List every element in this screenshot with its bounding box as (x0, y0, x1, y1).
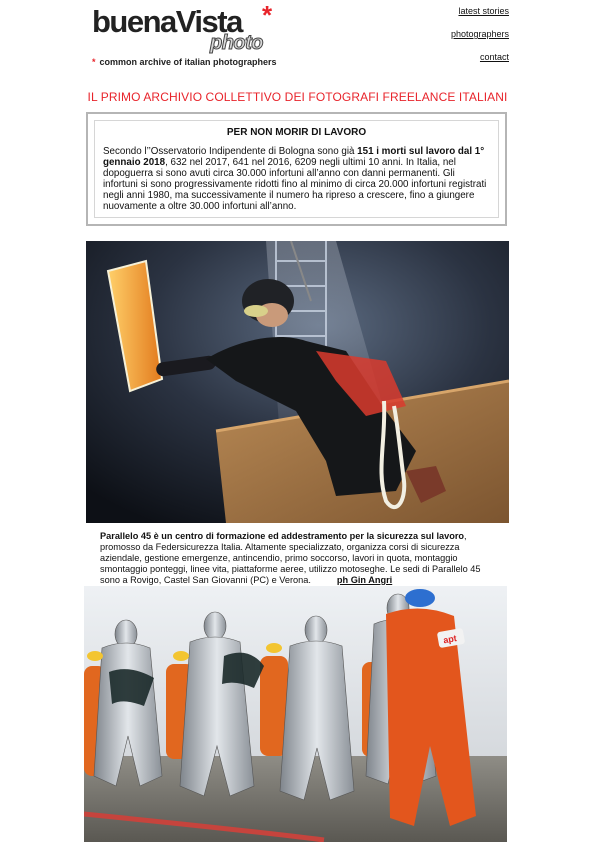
logo-tagline (92, 57, 277, 67)
intro-text-a: Secondo l’’Osservatorio Indipendente di Bologna sono già (103, 146, 358, 157)
intro-title: PER NON MORIR DI LAVORO (226, 127, 367, 138)
photo-firefighting-training (84, 586, 507, 842)
intro-text (103, 146, 490, 212)
caption-bold: Parallelo 45 è un centro di formazione ed addestramento per la sicurezza sul lavoro (100, 531, 465, 541)
intro-box (86, 112, 507, 226)
nav-link-contact[interactable]: contact (479, 52, 509, 62)
logo-sub: photo (210, 32, 264, 54)
nav-link-photographers[interactable]: photographers (450, 29, 509, 39)
photo1-caption (100, 531, 498, 586)
logo[interactable] (92, 0, 292, 68)
tagline-text: common archive of italian photographers (99, 57, 277, 67)
intro-text-bold: 151 i morti sul lavoro dal 1° gennaio 2018 (103, 146, 485, 168)
tagline-asterisk: * (92, 57, 96, 67)
apt-badge: apt (442, 633, 458, 646)
intro-text-b: , 632 nel 2017, 641 nel 2016, 6209 negli ultimi 10 anni. In Italia, nel dopoguerra si sono avuti circa 30.000 infortuni all’anno con danni permanenti. Gli infortuni si sono progressivamente ridotti fino al minimo di circa 20.000 infortuni registrati negli anni 1980, ma successivamente il numero ha ripreso a crescere, fino a giungere nuovamente a oltre 30.000 infortuni all’anno. (103, 157, 487, 212)
caption-text: , promosso da Federsicurezza Italia. Altamente specializzato, organizza corsi di sicurezza aziendale, gestione emergenze, antincendio, primo soccorso, lavori in quota, montaggio smontaggio ponteggi, linee vita, piattaforme aeree, utilizzo motoseghe. Le sedi di Parallelo 45 sono a Rovigo, Castel San Giovanni (PC) e Verona. (100, 531, 481, 585)
logo-wordmark: buenaVista (92, 4, 242, 39)
logo-star: * (262, 0, 273, 30)
top-nav (451, 6, 509, 75)
photo-credit: ph Gin Angri (336, 575, 393, 585)
intro-box-inner (94, 120, 499, 218)
nav-link-latest-stories[interactable]: latest stories (458, 6, 509, 16)
photo-rope-access-worker (86, 241, 509, 523)
page-headline: IL PRIMO ARCHIVIO COLLETTIVO DEI FOTOGRAFI FREELANCE ITALIANI (87, 90, 508, 104)
